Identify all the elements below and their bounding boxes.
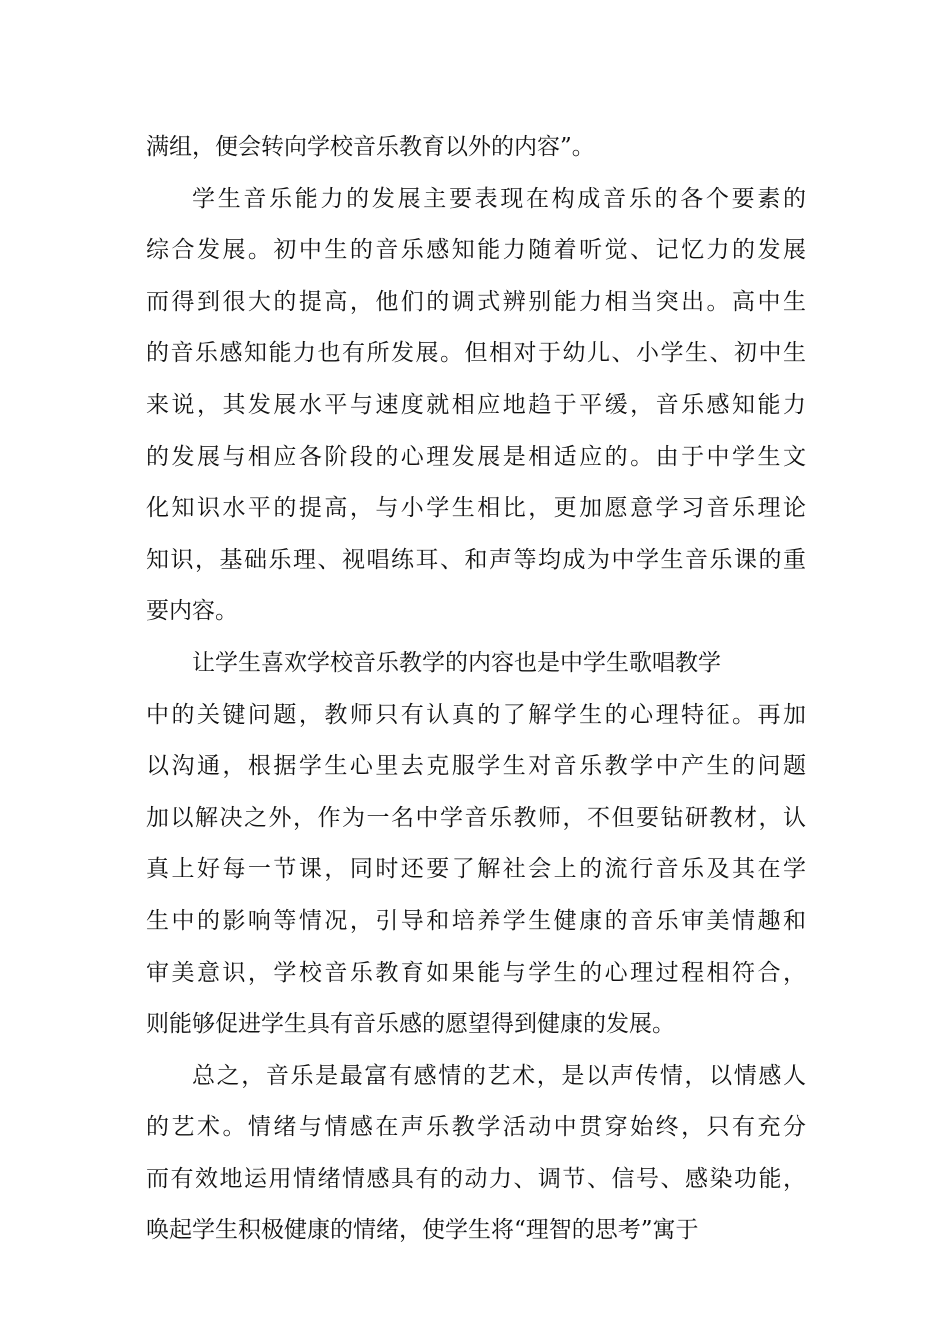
text-line: 知识，基础乐理、视唱练耳、和声等均成为中学生音乐课的重	[146, 546, 806, 573]
text-line: 而得到很大的提高，他们的调式辨别能力相当突出。高中生	[146, 288, 806, 315]
text-line: 生中的影响等情况，引导和培养学生健康的音乐审美情趣和	[146, 907, 806, 934]
text-line: 的艺术。情绪与情感在声乐教学活动中贯穿始终，只有充分	[146, 1114, 806, 1141]
text-line: 满组，便会转向学校音乐教育以外的内容”。	[146, 134, 595, 160]
text-line: 的发展与相应各阶段的心理发展是相适应的。由于中学生文	[146, 443, 806, 470]
text-line: 唤起学生积极健康的情绪，使学生将“理智的思考”寓于	[146, 1217, 699, 1244]
text-line: 加以解决之外，作为一名中学音乐教师，不但要钻研教材，认	[146, 804, 806, 831]
text-line: 以沟通，根据学生心里去克服学生对音乐教学中产生的问题	[146, 753, 806, 780]
text-line: 则能够促进学生具有音乐感的愿望得到健康的发展。	[146, 1011, 675, 1038]
text-line: 学生音乐能力的发展主要表现在构成音乐的各个要素的	[192, 185, 806, 212]
text-line: 来说，其发展水平与速度就相应地趋于平缓，音乐感知能力	[146, 391, 806, 418]
text-line: 而有效地运用情绪情感具有的动力、调节、信号、感染功能，	[146, 1165, 806, 1192]
text-line: 综合发展。初中生的音乐感知能力随着听觉、记忆力的发展	[146, 237, 806, 264]
text-line: 审美意识，学校音乐教育如果能与学生的心理过程相符合，	[146, 959, 806, 986]
text-line: 让学生喜欢学校音乐教学的内容也是中学生歌唱教学	[192, 649, 721, 676]
text-line: 的音乐感知能力也有所发展。但相对于幼儿、小学生、初中生	[146, 340, 806, 367]
body-text	[146, 122, 806, 1257]
text-line: 中的关键问题，教师只有认真的了解学生的心理特征。再加	[146, 701, 806, 728]
text-line: 总之，音乐是最富有感情的艺术，是以声传情，以情感人	[192, 1062, 806, 1089]
text-line: 要内容。	[146, 598, 238, 625]
text-line: 化知识水平的提高，与小学生相比，更加愿意学习音乐理论	[146, 495, 806, 522]
text-line: 真上好每一节课，同时还要了解社会上的流行音乐及其在学	[146, 856, 806, 883]
